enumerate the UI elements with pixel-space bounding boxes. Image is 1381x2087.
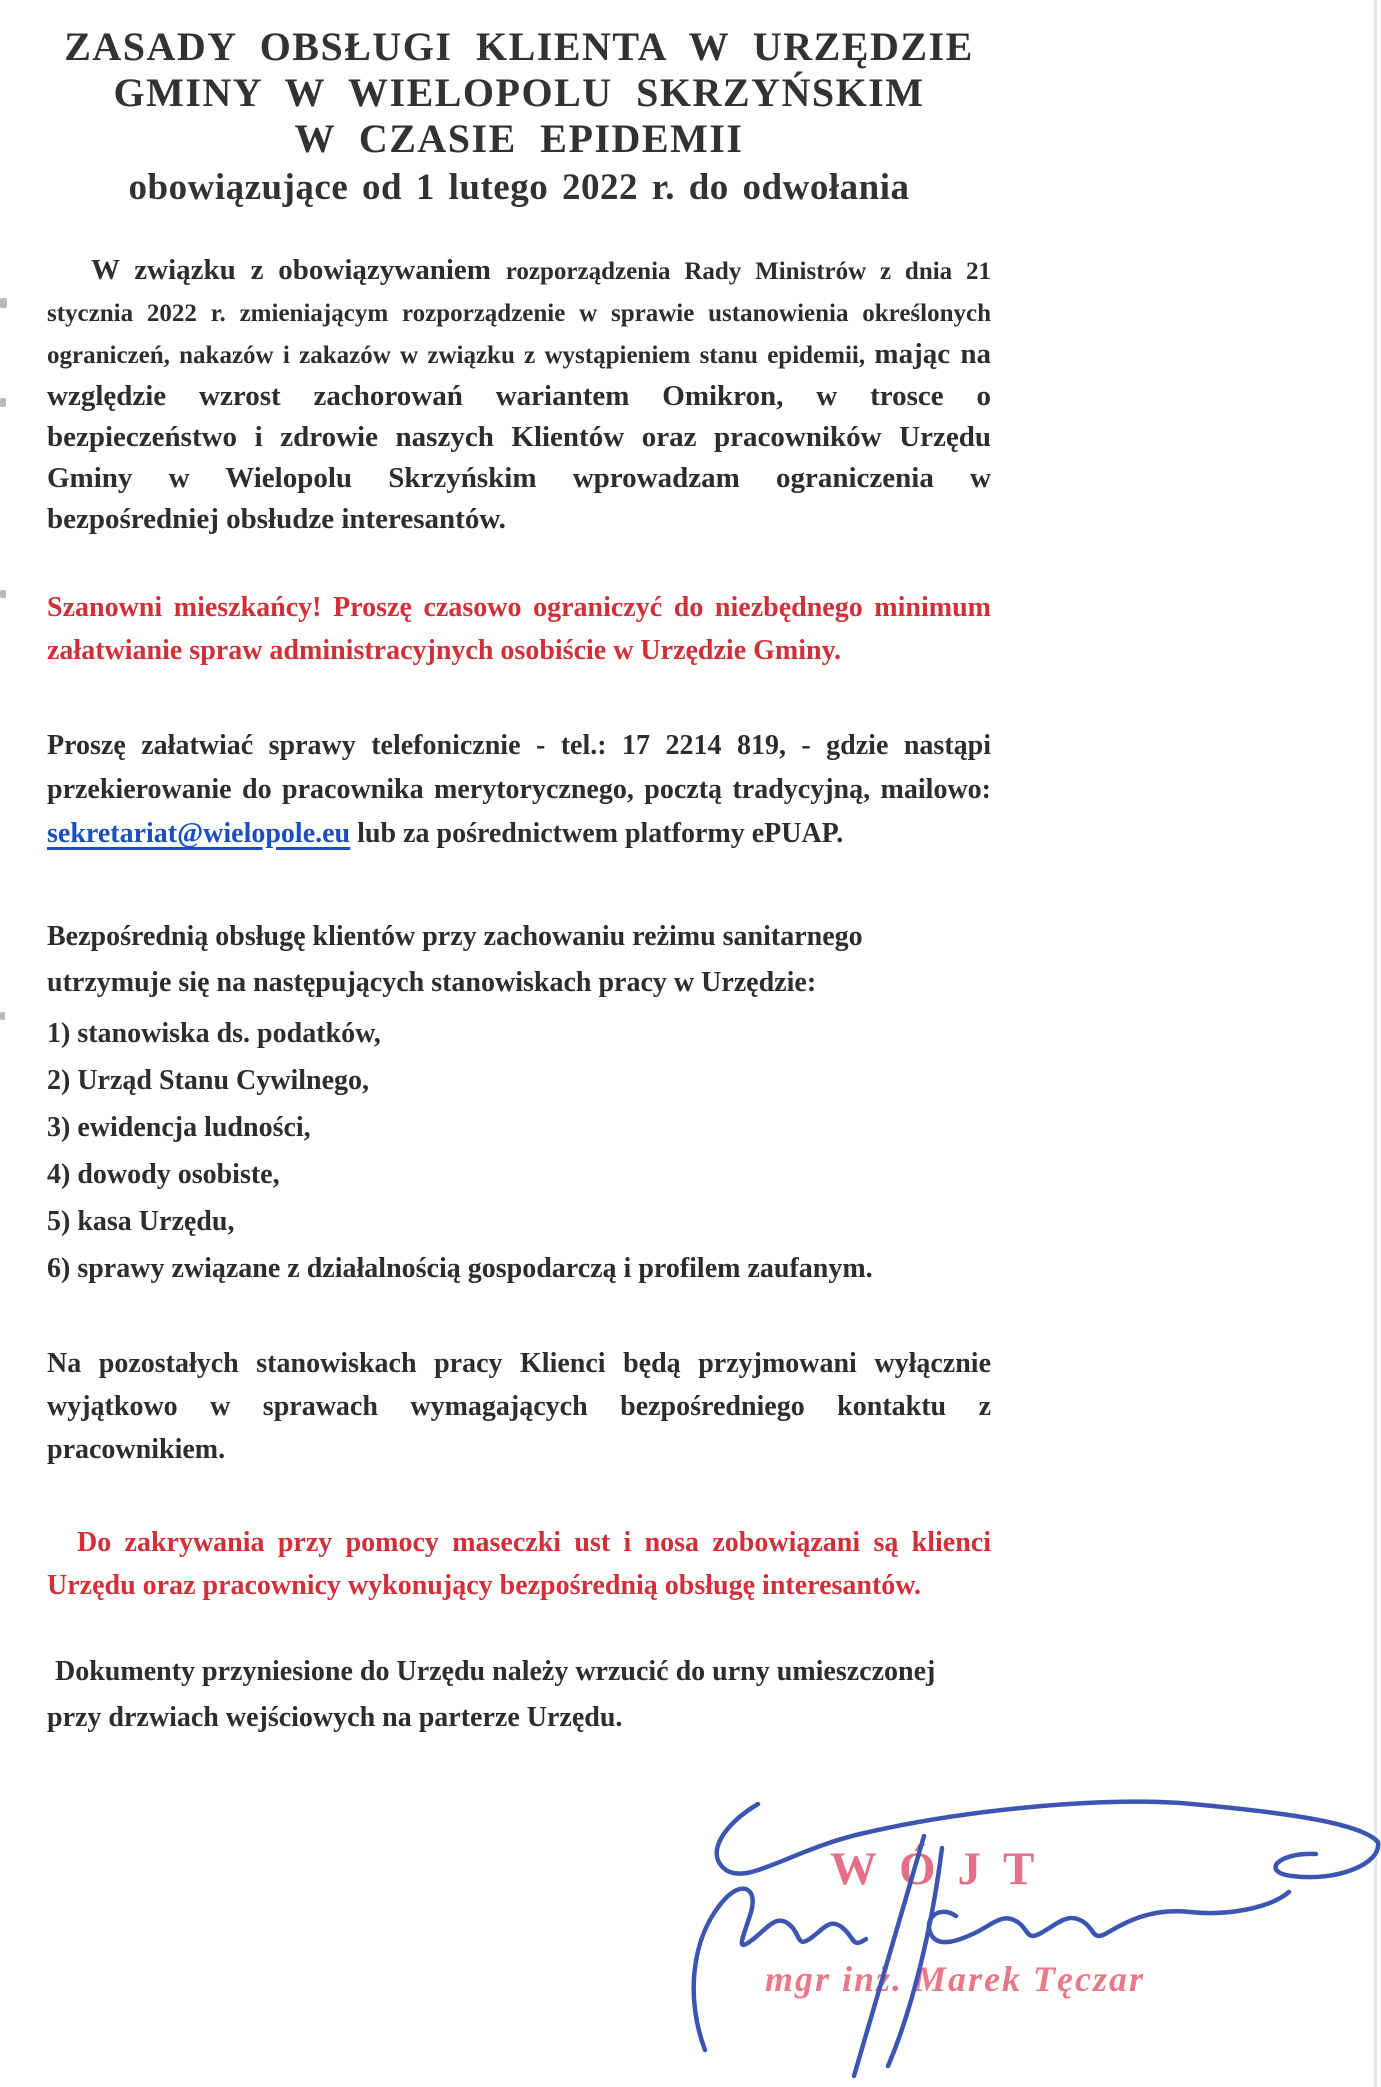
- other-positions-paragraph: Na pozostałych stanowiskach pracy Klienci będą przyjmowani wyłącznie wyjątkowo w sprawach wymagających bezpośredniego kontaktu z pracownikiem.: [47, 1348, 991, 1465]
- scan-speck: [0, 590, 6, 598]
- service-points-list: [47, 1010, 991, 1292]
- scan-speck: [0, 1012, 5, 1020]
- service-point-5: 5) kasa Urzędu,: [47, 1206, 235, 1237]
- stamp-wojt-title: WÓJT: [830, 1843, 1057, 1895]
- title-line-1: ZASADY OBSŁUGI KLIENTA W URZĘDZIE: [64, 24, 974, 69]
- service-point-2: 2) Urząd Stanu Cywilnego,: [47, 1065, 370, 1096]
- handwritten-signature-icon: [630, 1788, 1381, 2087]
- email-link[interactable]: sekretariat@wielopole.eu: [47, 818, 351, 849]
- contact-text-1: Proszę załatwiać sprawy telefonicznie - tel.: 17 2214 819, - gdzie nastąpi przekierowanie do pracownika merytorycznego, pocztą tradycyjną, mailowo:: [47, 730, 991, 805]
- document-title: [47, 0, 991, 212]
- scan-speck: [0, 298, 7, 308]
- service-point-6: 6) sprawy związane z działalnością gospodarczą i profilem zaufanym.: [47, 1253, 873, 1284]
- intro-segment-1: W związku z obowiązywaniem: [91, 254, 506, 286]
- title-line-2: GMINY W WIELOPOLU SKRZYŃSKIM: [113, 70, 925, 115]
- contact-text-2: lub za pośrednictwem platformy ePUAP.: [350, 818, 844, 849]
- service-point-4: 4) dowody osobiste,: [47, 1159, 280, 1190]
- residents-appeal-paragraph: Szanowni mieszkańcy! Proszę czasowo ograniczyć do niezbędnego minimum załatwianie spraw administracyjnych osobiście w Urzędzie Gminy.: [47, 592, 991, 666]
- contact-paragraph: [47, 724, 991, 856]
- documents-drop-paragraph: Dokumenty przyniesione do Urzędu należy wrzucić do urny umieszczonej przy drzwiach wejściowych na parterze Urzędu.: [47, 1656, 936, 1733]
- direct-service-intro-paragraph: Bezpośrednią obsługę klientów przy zachowaniu reżimu sanitarnego utrzymuje się na następujących stanowiskach pracy w Urzędzie:: [47, 921, 863, 998]
- intro-segment-2: rozporządzenia Rady Ministrów z dnia 21 stycznia 2022 r. zmieniającym rozporządzenie w sprawie ustanowienia określonych ograniczeń, nakazów i zakazów w związku z wystąpieniem stanu epidemii,: [47, 258, 991, 369]
- service-point-1: 1) stanowiska ds. podatków,: [47, 1018, 381, 1049]
- service-point-3: 3) ewidencja ludności,: [47, 1112, 311, 1143]
- scan-edge-artifact: [1374, 0, 1377, 2087]
- scan-speck: [0, 398, 6, 407]
- stamp-signer-name: mgr inż. Marek Tęczar: [765, 1959, 1146, 1999]
- signature-block: [630, 1788, 1381, 2087]
- mask-requirement-paragraph: Do zakrywania przy pomocy maseczki ust i nosa zobowiązani są klienci Urzędu oraz pracownicy wykonujący bezpośrednią obsługę interesantów.: [47, 1527, 991, 1601]
- title-effective-date: obowiązujące od 1 lutego 2022 r. do odwołania: [128, 167, 910, 208]
- intro-paragraph: [47, 250, 991, 540]
- title-line-3: W CZASIE EPIDEMII: [294, 116, 744, 161]
- document-content: [47, 0, 991, 1741]
- intro-segment-3: mając na względzie wzrost zachorowań wariantem Omikron, w trosce o bezpieczeństwo i zdrowie naszych Klientów oraz pracowników Urzędu Gminy w Wielopolu Skrzyńskim wprowadzam ograniczenia w bezpośredniej obsłudze interesantów.: [47, 338, 991, 535]
